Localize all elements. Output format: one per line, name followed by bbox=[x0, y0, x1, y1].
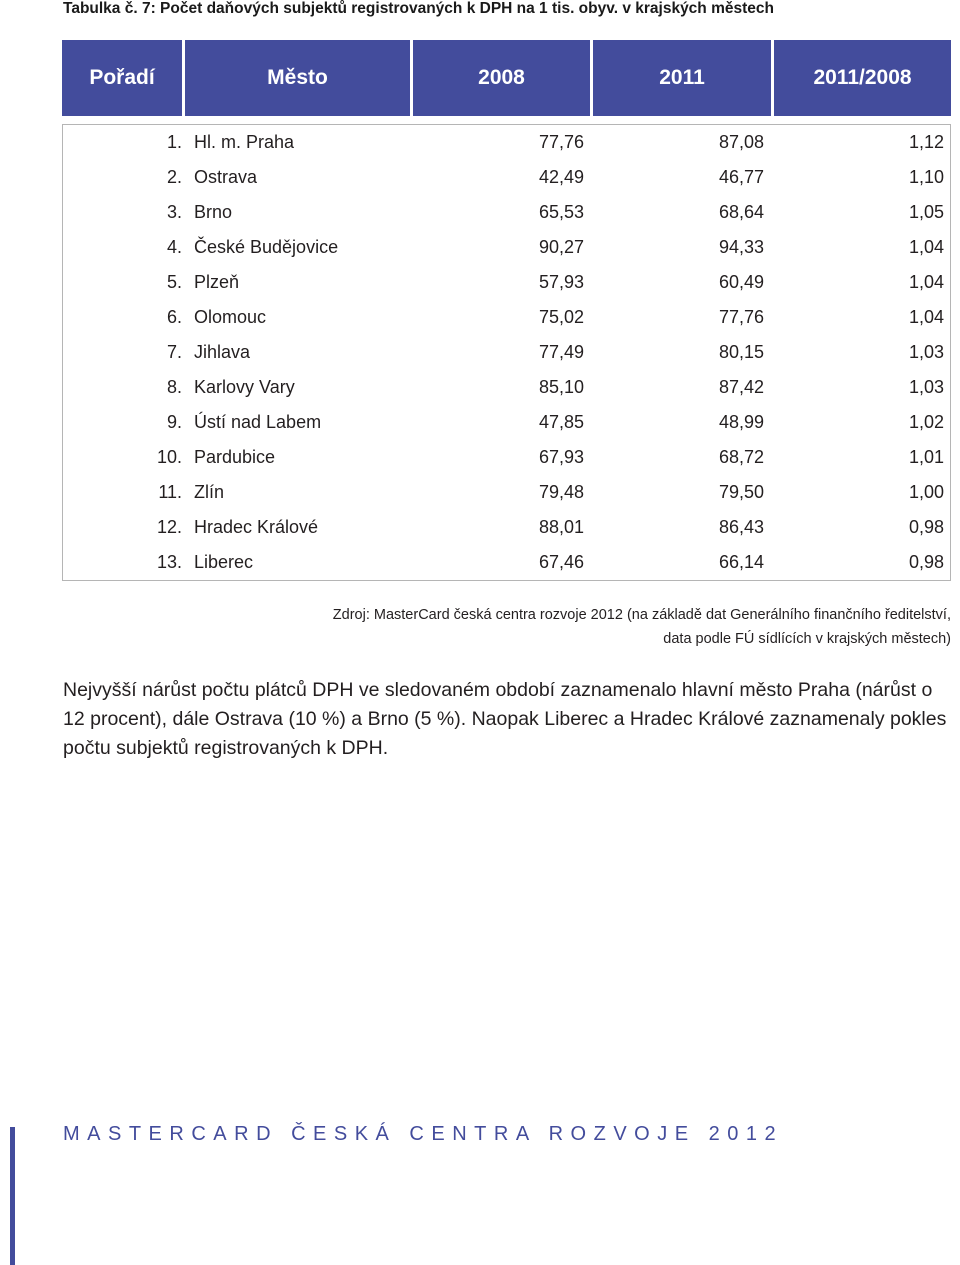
cell-2008: 85,10 bbox=[538, 377, 584, 397]
table-row bbox=[62, 335, 951, 370]
cell-rank: 3. bbox=[62, 195, 182, 230]
cell-ratio: 1,02 bbox=[771, 405, 951, 440]
cell-ratio: 1,00 bbox=[771, 475, 951, 510]
cell-2008: 90,27 bbox=[538, 237, 584, 257]
cell-ratio: 1,05 bbox=[771, 195, 951, 230]
cell-city: Plzeň bbox=[194, 272, 240, 292]
source-line-1: Zdroj: MasterCard česká centra rozvoje 2012 (na základě dat Generálního finančního ředitelství, bbox=[332, 607, 951, 623]
cell-2011: 48,99 bbox=[718, 412, 764, 432]
table-row bbox=[62, 405, 951, 440]
cell-2011: 80,15 bbox=[718, 342, 764, 362]
header-city: Město bbox=[182, 40, 410, 116]
cell-rank: 9. bbox=[62, 405, 182, 440]
cell-city: Ústí nad Labem bbox=[194, 412, 322, 432]
table-row bbox=[62, 510, 951, 545]
cell-2011: 77,76 bbox=[718, 307, 764, 327]
cell-ratio: 0,98 bbox=[771, 545, 951, 581]
cell-2008: 67,93 bbox=[538, 447, 584, 467]
cell-2011: 94,33 bbox=[718, 237, 764, 257]
table-row bbox=[62, 440, 951, 475]
cell-2011: 68,72 bbox=[718, 447, 764, 467]
cell-rank: 2. bbox=[62, 160, 182, 195]
cell-2008: 65,53 bbox=[538, 202, 584, 222]
table-row bbox=[62, 195, 951, 230]
table-row bbox=[62, 300, 951, 335]
cell-rank: 5. bbox=[62, 265, 182, 300]
cell-2008: 88,01 bbox=[538, 517, 584, 537]
cell-city: Hl. m. Praha bbox=[182, 124, 410, 160]
cell-city: Jihlava bbox=[194, 342, 251, 362]
cell-2008: 79,48 bbox=[538, 482, 584, 502]
cell-2008: 57,93 bbox=[538, 272, 584, 292]
table-row bbox=[62, 370, 951, 405]
cell-ratio: 1,01 bbox=[771, 440, 951, 475]
cell-2008: 42,49 bbox=[538, 167, 584, 187]
footer-accent-bar bbox=[10, 1127, 15, 1265]
cell-ratio: 1,04 bbox=[771, 265, 951, 300]
cell-2008: 77,76 bbox=[410, 124, 590, 160]
table-body bbox=[62, 124, 951, 581]
cell-2011: 79,50 bbox=[718, 482, 764, 502]
cell-ratio: 1,03 bbox=[771, 370, 951, 405]
cell-city: Karlovy Vary bbox=[194, 377, 295, 397]
body-paragraph: Nejvyšší nárůst počtu plátců DPH ve sledovaném období zaznamenalo hlavní město Praha (nárůst o 12 procent), dále Ostrava (10 %) a Brno (5 %). Naopak Liberec a Hradec Králové zaznamenaly pokles počtu subjektů registrovaných k DPH. bbox=[63, 679, 947, 759]
cell-2011: 60,49 bbox=[718, 272, 764, 292]
cell-rank: 6. bbox=[62, 300, 182, 335]
cell-2011: 68,64 bbox=[718, 202, 764, 222]
cell-city: Brno bbox=[194, 202, 233, 222]
cell-city: Pardubice bbox=[194, 447, 276, 467]
cell-2008: 75,02 bbox=[538, 307, 584, 327]
footer-publication-title: MASTERCARD ČESKÁ CENTRA ROZVOJE 2012 bbox=[63, 1123, 784, 1145]
cell-2011: 86,43 bbox=[718, 517, 764, 537]
cell-ratio: 1,12 bbox=[771, 124, 951, 160]
table-row bbox=[62, 160, 951, 195]
cell-2008: 67,46 bbox=[410, 545, 590, 581]
cell-2011: 46,77 bbox=[718, 167, 764, 187]
cell-rank: 1. bbox=[62, 124, 182, 160]
source-note bbox=[333, 603, 951, 651]
cell-rank: 8. bbox=[62, 370, 182, 405]
cell-ratio: 0,98 bbox=[771, 510, 951, 545]
cell-rank: 12. bbox=[62, 510, 182, 545]
cell-ratio: 1,10 bbox=[771, 160, 951, 195]
table-header-row bbox=[62, 40, 951, 116]
cell-rank: 10. bbox=[62, 440, 182, 475]
header-ratio: 2011/2008 bbox=[771, 40, 951, 116]
cell-city: Liberec bbox=[182, 545, 410, 581]
source-line-2: data podle FÚ sídlících v krajských městech) bbox=[663, 631, 951, 647]
header-2011: 2011 bbox=[590, 40, 771, 116]
cell-ratio: 1,04 bbox=[771, 230, 951, 265]
tax-subjects-table bbox=[62, 40, 951, 581]
cell-2011: 87,42 bbox=[718, 377, 764, 397]
cell-ratio: 1,03 bbox=[771, 335, 951, 370]
table-row bbox=[62, 265, 951, 300]
tax-subjects-table-container bbox=[62, 40, 951, 581]
cell-city: Hradec Králové bbox=[194, 517, 319, 537]
cell-2008: 77,49 bbox=[538, 342, 584, 362]
header-2008: 2008 bbox=[410, 40, 590, 116]
cell-rank: 13. bbox=[62, 545, 182, 581]
table-row bbox=[62, 124, 951, 160]
table-caption: Tabulka č. 7: Počet daňových subjektů registrovaných k DPH na 1 tis. obyv. v krajských městech bbox=[63, 0, 774, 17]
cell-city: Ostrava bbox=[194, 167, 258, 187]
cell-rank: 11. bbox=[62, 475, 182, 510]
cell-2011: 87,08 bbox=[590, 124, 771, 160]
table-row bbox=[62, 545, 951, 581]
cell-city: Olomouc bbox=[194, 307, 267, 327]
table-row bbox=[62, 230, 951, 265]
cell-rank: 7. bbox=[62, 335, 182, 370]
cell-city: Zlín bbox=[194, 482, 225, 502]
cell-2008: 47,85 bbox=[538, 412, 584, 432]
cell-ratio: 1,04 bbox=[771, 300, 951, 335]
cell-2011: 66,14 bbox=[590, 545, 771, 581]
table-row bbox=[62, 475, 951, 510]
header-rank: Pořadí bbox=[62, 40, 182, 116]
cell-rank: 4. bbox=[62, 230, 182, 265]
cell-city: České Budějovice bbox=[194, 237, 339, 257]
